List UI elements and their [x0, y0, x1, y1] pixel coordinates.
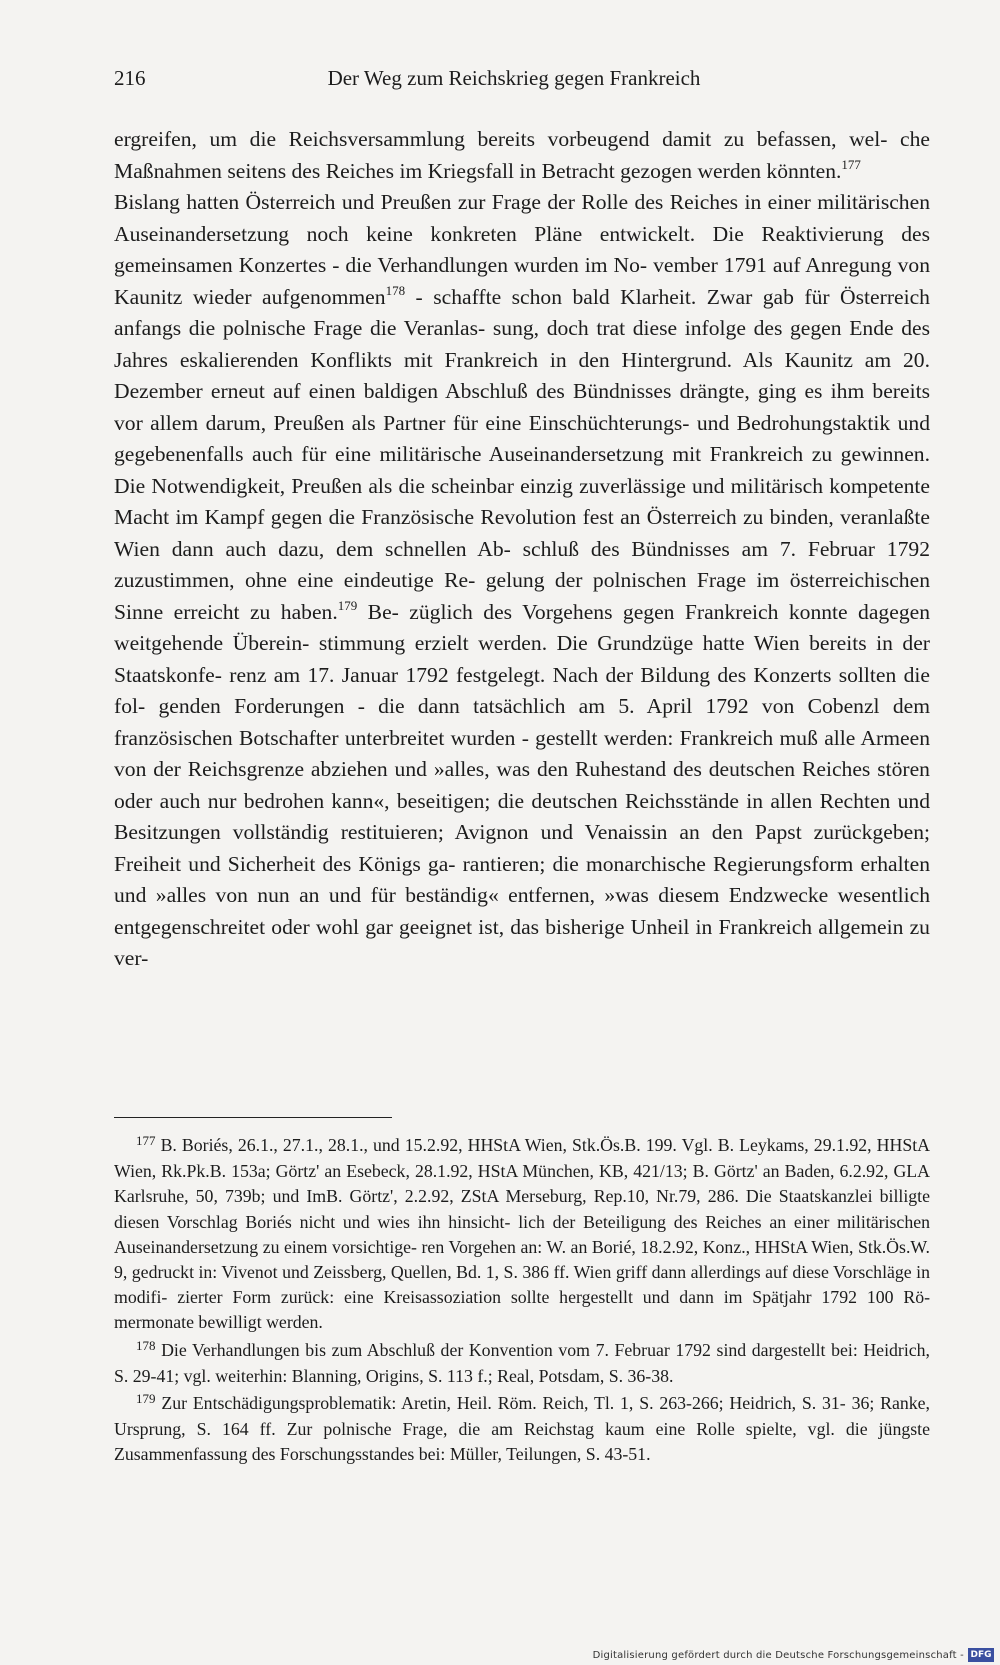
text-line: militärisch kompetente Macht im Kampf gegen die Französische Revolution fest [114, 473, 930, 529]
text-line: alle Armeen von der Reichsgrenze abziehen und »alles, was den Ruhestand des [114, 725, 931, 781]
text-line: deutschen Reiches stören oder auch nur bedrohen kann«, beseitigen; die deutschen [114, 757, 930, 813]
footnote-ref-178: 178 [385, 282, 406, 298]
text-line: renz am 17. Januar 1792 festgelegt. Nach der Bildung des Konzerts sollten die fol- [114, 662, 930, 718]
footnote-177 [114, 1133, 930, 1336]
footnote-line: mermonate bewilligt werden. [114, 1312, 323, 1333]
dfg-logo: DFG [968, 1648, 994, 1662]
footnote-179 [114, 1391, 930, 1468]
footnote-line: Zur Entschädigungsproblematik: Aretin, Heil. Röm. Reich, Tl. 1, S. 263-266; Heidrich, S. 31- [161, 1393, 846, 1414]
text-line: che Maßnahmen seitens des Reiches im Kriegsfall in Betracht gezogen werden [114, 127, 931, 183]
text-line: schluß des Bündnisses am 7. Februar 1792 zuzustimmen, ohne eine eindeutige Re- [114, 536, 930, 592]
text-fragment: - schaffte schon [405, 284, 562, 309]
footnote-line: B. Görtz' an Baden, 6.2.92, GLA Karlsruhe, 50, 739b; und ImB. Görtz', 2.2.92, ZStA Merseburg, [114, 1161, 930, 1207]
footnote-line: und Zeissberg, Quellen, Bd. 1, S. 386 ff. Wien griff dann allerdings auf diese Vorschläge in modifi- [114, 1262, 930, 1308]
footnote-line: 36; Ranke, Ursprung, S. 164 ff. Zur polnische Frage, die am Reichstag kaum eine Rolle spielte, vgl. [114, 1393, 930, 1440]
footnote-line: Die Verhandlungen bis zum Abschluß der Konvention vom 7. Februar 1792 sind dargestellt [161, 1339, 826, 1360]
paragraph-2 [114, 187, 930, 975]
footnote-178 [114, 1338, 930, 1389]
footnote-line: B. Boriés, 26.1., 27.1., 28.1., und 15.2.92, HHStA Wien, Stk.Ös.B. 199. Vgl. B. Leykams, [160, 1135, 809, 1155]
text-line: und Venaissin an den Papst zurückgeben; Freiheit und Sicherheit des Königs ga- [114, 820, 930, 876]
page-header [114, 66, 914, 98]
text-line: militärischen Auseinandersetzung noch keine konkreten Pläne entwickelt. Die [114, 190, 930, 246]
text-line: könnten. [766, 158, 842, 183]
text-line: genden Forderungen - die dann tatsächlich am 5. April 1792 von Cobenzl dem [158, 694, 930, 718]
text-line: ergreifen, um die Reichsversammlung bereits vorbeugend damit zu befassen, wel- [114, 127, 888, 151]
text-line: züglich des Vorgehens gegen Frankreich konnte dagegen weitgehende Überein- [114, 599, 930, 655]
text-fragment: Be- [357, 599, 399, 624]
text-line: gegebenenfalls auch für eine militärische Auseinandersetzung mit Frankreich zu [114, 442, 833, 466]
text-line: Bislang hatten Österreich und Preußen zur Frage der Rolle des Reiches in einer [114, 190, 811, 214]
footnote-number: 177 [136, 1133, 156, 1148]
footnote-divider [114, 1117, 392, 1118]
footnote-line: Rep.10, Nr.79, 286. Die Staatskanzlei billigte diesen Vorschlag Boriés nicht und wies ihn hinsicht- [114, 1186, 930, 1232]
digitization-credit: Digitalisierung gefördert durch die Deutsche Forschungsgemeinschaft - [592, 1650, 964, 1661]
main-text [114, 124, 930, 975]
text-line: vember 1791 auf Anregung von Kaunitz wieder aufgenommen [114, 253, 930, 309]
text-line: an Österreich zu binden, veranlaßte Wien dann auch dazu, dem schnellen Ab- [114, 505, 930, 561]
text-line: Reaktivierung des gemeinsamen Konzertes - die Verhandlungen wurden im No- [114, 221, 930, 277]
text-line: sung, doch trat diese infolge des gegen Ende des Jahres eskalierenden Konflikts [114, 316, 930, 372]
footnote-ref-177: 177 [841, 156, 861, 172]
footnote-line: lich der Beteiligung des Reiches an einer militärischen Auseinandersetzung zu einem vorsichtige- [114, 1211, 930, 1257]
footnote-line: 29.1.92, HHStA Wien, Rk.Pk.B. 153a; Görtz' an Esebeck, 28.1.92, HStA München, KB, 421/13; [114, 1135, 930, 1182]
footnote-line: die jüngste Zusammenfassung des Forschungsstandes bei: Müller, Teilungen, S. 43-51. [114, 1419, 930, 1465]
text-line: gelung der polnischen Frage im österreichischen Sinne erreicht zu haben. [114, 568, 930, 624]
text-line: stimmung erzielt werden. Die Grundzüge hatte Wien bereits in der Staatskonfe- [114, 631, 930, 687]
footnote-number: 179 [136, 1391, 156, 1407]
footnote-number: 178 [136, 1337, 156, 1353]
text-line: Reichsstände in allen Rechten und Besitzungen vollständig restituieren; Avignon [114, 788, 930, 844]
footnotes [114, 1133, 930, 1470]
footnote-line: ren Vorgehen an: W. an Borié, 18.2.92, Konz., HHStA Wien, Stk.Ös.W. 9, gedruckt in: Vivenot [114, 1236, 930, 1283]
paragraph-1 [114, 124, 930, 187]
text-line: französischen Botschafter unterbreitet wurden - gestellt werden: Frankreich muß [114, 725, 818, 750]
text-line: rantieren; die monarchische Regierungsform erhalten und »alles von nun an und [114, 851, 930, 907]
text-line: mit Frankreich in den Hintergrund. Als Kaunitz am 20. Dezember erneut auf [114, 347, 931, 403]
footnote-line: bei: Heidrich, S. 29-41; vgl. weiterhin: Blanning, Origins, S. 113 f.; Real, Potsdam, S. 36-38. [114, 1339, 930, 1386]
text-line: oder wohl gar geeignet ist, das bisherige Unheil in Frankreich allgemein zu ver- [114, 914, 930, 970]
running-head: Der Weg zum Reichskrieg gegen Frankreich [327, 66, 701, 90]
text-line: gewinnen. Die Notwendigkeit, Preußen als die scheinbar einzig zuverlässige und [114, 442, 931, 498]
footnote-line: zierter Form zurück: eine Kreisassoziation sollte hergestellt und dann im Spätjahr 1792 100 Rö- [177, 1287, 931, 1308]
text-line: einen baldigen Abschluß des Bündnisses drängte, ging es ihm bereits vor allem [114, 379, 930, 435]
footnote-ref-179: 179 [337, 597, 358, 613]
text-line: darum, Preußen als Partner für eine Einschüchterungs- und Bedrohungstaktik und [205, 410, 930, 435]
page-number: 216 [114, 66, 146, 90]
text-line: bald Klarheit. Zwar gab für Österreich anfangs die polnische Frage die Veranlas- [114, 284, 930, 340]
text-line: für beständig« entfernen, »was diesem Endzwecke wesentlich entgegenschreitet [114, 883, 930, 939]
